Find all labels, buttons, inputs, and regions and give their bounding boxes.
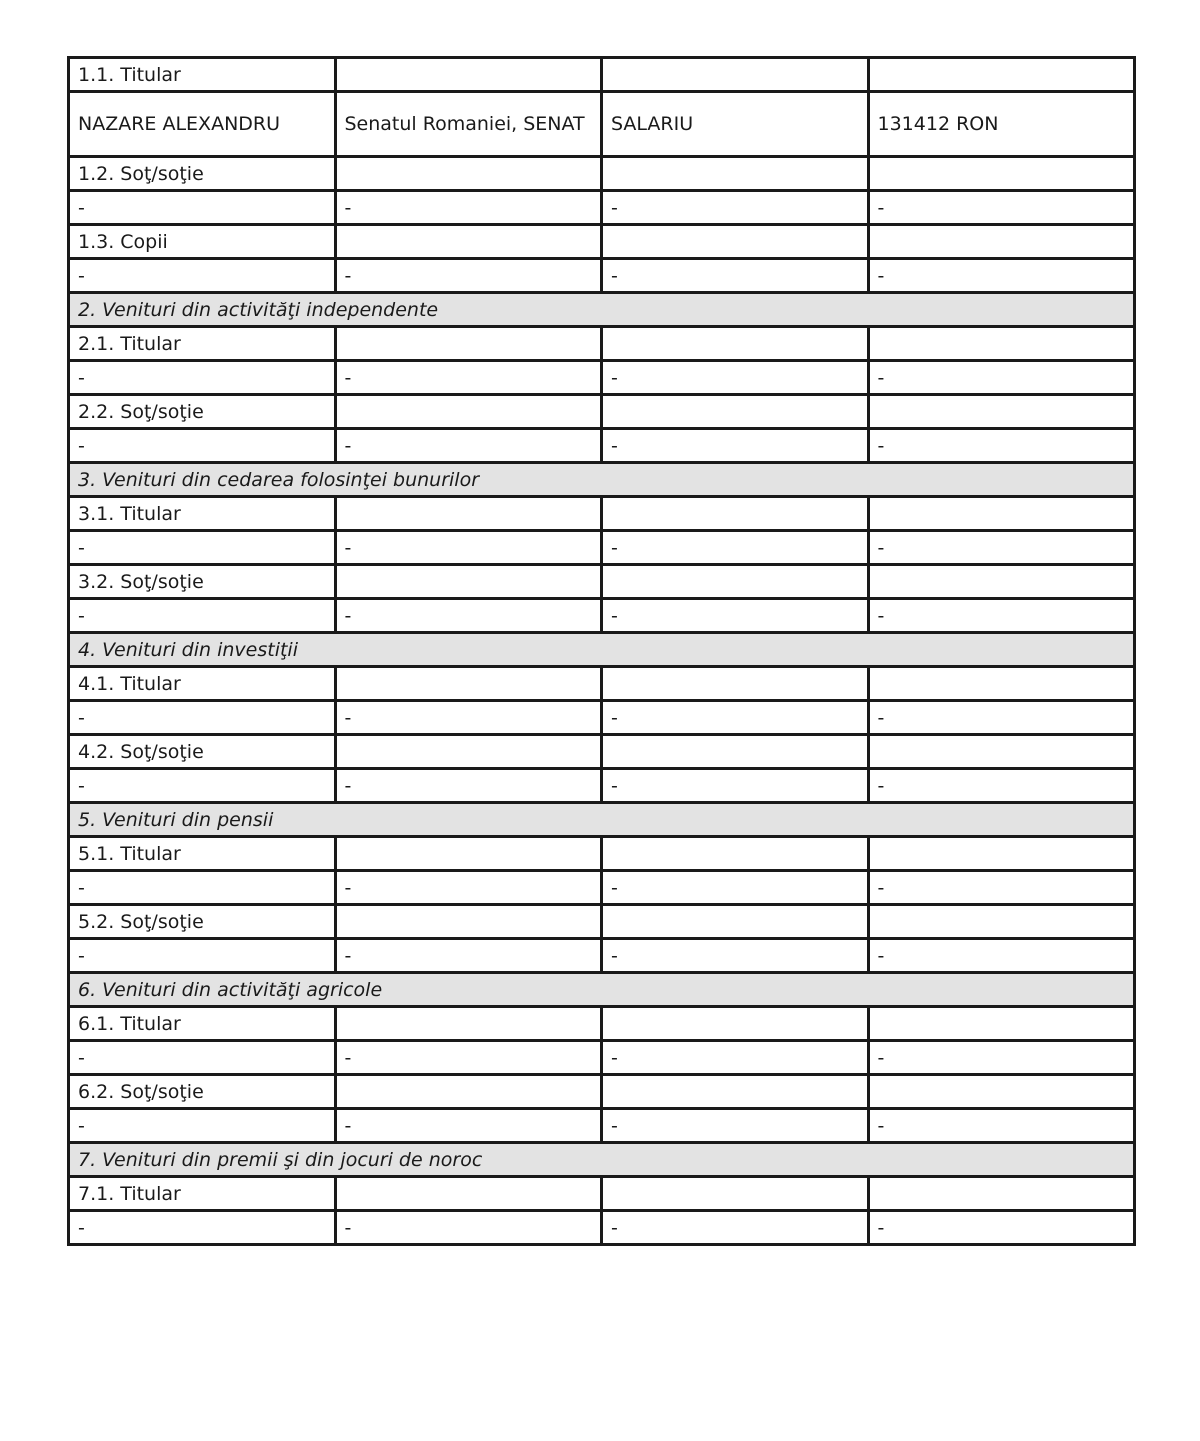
subheader-row <box>69 157 1135 191</box>
table-cell: - <box>602 939 869 973</box>
name-cell: - <box>69 871 336 905</box>
section-header-row <box>69 973 1135 1007</box>
section-header-row <box>69 803 1135 837</box>
table-cell: - <box>602 259 869 293</box>
table-cell <box>602 1177 869 1211</box>
row-label-cell: 5.2. Soţ/soţie <box>69 905 336 939</box>
table-cell: SALARIU <box>602 92 869 157</box>
section-header-row <box>69 293 1135 327</box>
table-cell <box>868 1177 1135 1211</box>
subheader-row <box>69 735 1135 769</box>
table-cell: - <box>602 531 869 565</box>
section-title: 7. Venituri din premii şi din jocuri de noroc <box>69 1143 1135 1177</box>
subheader-row <box>69 565 1135 599</box>
table-cell: - <box>335 1041 602 1075</box>
table-cell <box>602 395 869 429</box>
row-label-cell: 1.2. Soţ/soţie <box>69 157 336 191</box>
table-cell <box>868 497 1135 531</box>
table-cell <box>602 735 869 769</box>
table-cell: - <box>335 1211 602 1245</box>
name-cell: - <box>69 259 336 293</box>
table-cell: - <box>335 429 602 463</box>
table-row <box>69 92 1135 157</box>
table-cell <box>602 667 869 701</box>
name-cell: - <box>69 769 336 803</box>
table-cell: - <box>868 939 1135 973</box>
table-cell <box>335 667 602 701</box>
table-cell <box>335 735 602 769</box>
table-cell <box>602 565 869 599</box>
table-cell <box>602 327 869 361</box>
name-cell: - <box>69 361 336 395</box>
table-row <box>69 1211 1135 1245</box>
table-cell <box>868 735 1135 769</box>
table-cell: - <box>868 1109 1135 1143</box>
table-row <box>69 939 1135 973</box>
subheader-row <box>69 667 1135 701</box>
section-header-row <box>69 463 1135 497</box>
table-row <box>69 701 1135 735</box>
row-label-cell: 1.3. Copii <box>69 225 336 259</box>
table-cell <box>868 395 1135 429</box>
subheader-row <box>69 58 1135 92</box>
row-label-cell: 1.1. Titular <box>69 58 336 92</box>
table-cell: - <box>335 259 602 293</box>
table-body <box>69 58 1135 1245</box>
income-declaration-table <box>67 56 1136 1246</box>
table-cell <box>335 1007 602 1041</box>
table-cell <box>602 905 869 939</box>
table-cell <box>335 395 602 429</box>
table-cell: - <box>868 1041 1135 1075</box>
row-label-cell: 3.2. Soţ/soţie <box>69 565 336 599</box>
table-row <box>69 361 1135 395</box>
table-cell: - <box>335 191 602 225</box>
table-row <box>69 531 1135 565</box>
table-row <box>69 1041 1135 1075</box>
row-label-cell: 7.1. Titular <box>69 1177 336 1211</box>
name-cell: - <box>69 939 336 973</box>
table-cell: - <box>602 191 869 225</box>
table-cell <box>602 157 869 191</box>
table-cell: - <box>335 871 602 905</box>
table-cell: - <box>868 429 1135 463</box>
table-cell: - <box>602 1109 869 1143</box>
subheader-row <box>69 225 1135 259</box>
section-title: 6. Venituri din activităţi agricole <box>69 973 1135 1007</box>
table-cell: - <box>602 1211 869 1245</box>
table-row <box>69 599 1135 633</box>
table-cell: - <box>868 531 1135 565</box>
table-cell: - <box>335 361 602 395</box>
name-cell: - <box>69 191 336 225</box>
table-cell <box>335 58 602 92</box>
table-cell <box>868 905 1135 939</box>
table-cell <box>335 1075 602 1109</box>
table-cell <box>602 1075 869 1109</box>
subheader-row <box>69 1177 1135 1211</box>
row-label-cell: 5.1. Titular <box>69 837 336 871</box>
section-title: 4. Venituri din investiţii <box>69 633 1135 667</box>
table-cell: 131412 RON <box>868 92 1135 157</box>
subheader-row <box>69 395 1135 429</box>
table-cell: - <box>868 191 1135 225</box>
table-cell <box>335 837 602 871</box>
table-cell <box>868 667 1135 701</box>
table-row <box>69 429 1135 463</box>
table-cell <box>868 1007 1135 1041</box>
section-header-row <box>69 1143 1135 1177</box>
table-cell <box>335 225 602 259</box>
table-cell <box>868 157 1135 191</box>
table-cell <box>868 565 1135 599</box>
table-cell: - <box>602 599 869 633</box>
table-cell <box>602 497 869 531</box>
table-row <box>69 259 1135 293</box>
subheader-row <box>69 1007 1135 1041</box>
table-cell <box>335 327 602 361</box>
row-label-cell: 2.2. Soţ/soţie <box>69 395 336 429</box>
name-cell: - <box>69 1109 336 1143</box>
row-label-cell: 6.2. Soţ/soţie <box>69 1075 336 1109</box>
table-cell: - <box>602 361 869 395</box>
table-cell: - <box>335 1109 602 1143</box>
table-cell: - <box>868 361 1135 395</box>
section-title: 5. Venituri din pensii <box>69 803 1135 837</box>
name-cell: - <box>69 599 336 633</box>
name-cell: - <box>69 1041 336 1075</box>
table-row <box>69 871 1135 905</box>
table-cell: - <box>335 769 602 803</box>
table-cell <box>868 1075 1135 1109</box>
subheader-row <box>69 1075 1135 1109</box>
table-cell <box>602 58 869 92</box>
table-cell <box>602 1007 869 1041</box>
section-title: 2. Venituri din activităţi independente <box>69 293 1135 327</box>
name-cell: NAZARE ALEXANDRU <box>69 92 336 157</box>
subheader-row <box>69 905 1135 939</box>
table-cell: - <box>602 701 869 735</box>
row-label-cell: 3.1. Titular <box>69 497 336 531</box>
table-cell: - <box>602 871 869 905</box>
table-cell <box>868 225 1135 259</box>
section-header-row <box>69 633 1135 667</box>
table-cell: - <box>868 769 1135 803</box>
subheader-row <box>69 497 1135 531</box>
table-cell <box>335 565 602 599</box>
table-cell <box>868 327 1135 361</box>
table-cell: - <box>868 259 1135 293</box>
table-cell: - <box>868 871 1135 905</box>
name-cell: - <box>69 1211 336 1245</box>
table-cell: - <box>335 939 602 973</box>
table-cell: - <box>868 701 1135 735</box>
table-cell <box>335 1177 602 1211</box>
table-cell <box>335 497 602 531</box>
subheader-row <box>69 837 1135 871</box>
table-cell: Senatul Romaniei, SENAT <box>335 92 602 157</box>
name-cell: - <box>69 429 336 463</box>
subheader-row <box>69 327 1135 361</box>
row-label-cell: 2.1. Titular <box>69 327 336 361</box>
name-cell: - <box>69 701 336 735</box>
table-row <box>69 1109 1135 1143</box>
table-cell: - <box>602 1041 869 1075</box>
table-cell <box>868 837 1135 871</box>
table-cell: - <box>335 599 602 633</box>
table-cell: - <box>335 701 602 735</box>
table-cell <box>335 157 602 191</box>
table-cell <box>868 58 1135 92</box>
table-cell <box>602 837 869 871</box>
row-label-cell: 4.2. Soţ/soţie <box>69 735 336 769</box>
section-title: 3. Venituri din cedarea folosinţei bunurilor <box>69 463 1135 497</box>
table-cell: - <box>602 429 869 463</box>
table-cell <box>335 905 602 939</box>
table-cell: - <box>602 769 869 803</box>
row-label-cell: 4.1. Titular <box>69 667 336 701</box>
name-cell: - <box>69 531 336 565</box>
table-row <box>69 191 1135 225</box>
table-cell <box>602 225 869 259</box>
table-row <box>69 769 1135 803</box>
row-label-cell: 6.1. Titular <box>69 1007 336 1041</box>
table-cell: - <box>335 531 602 565</box>
table-cell: - <box>868 599 1135 633</box>
table-cell: - <box>868 1211 1135 1245</box>
